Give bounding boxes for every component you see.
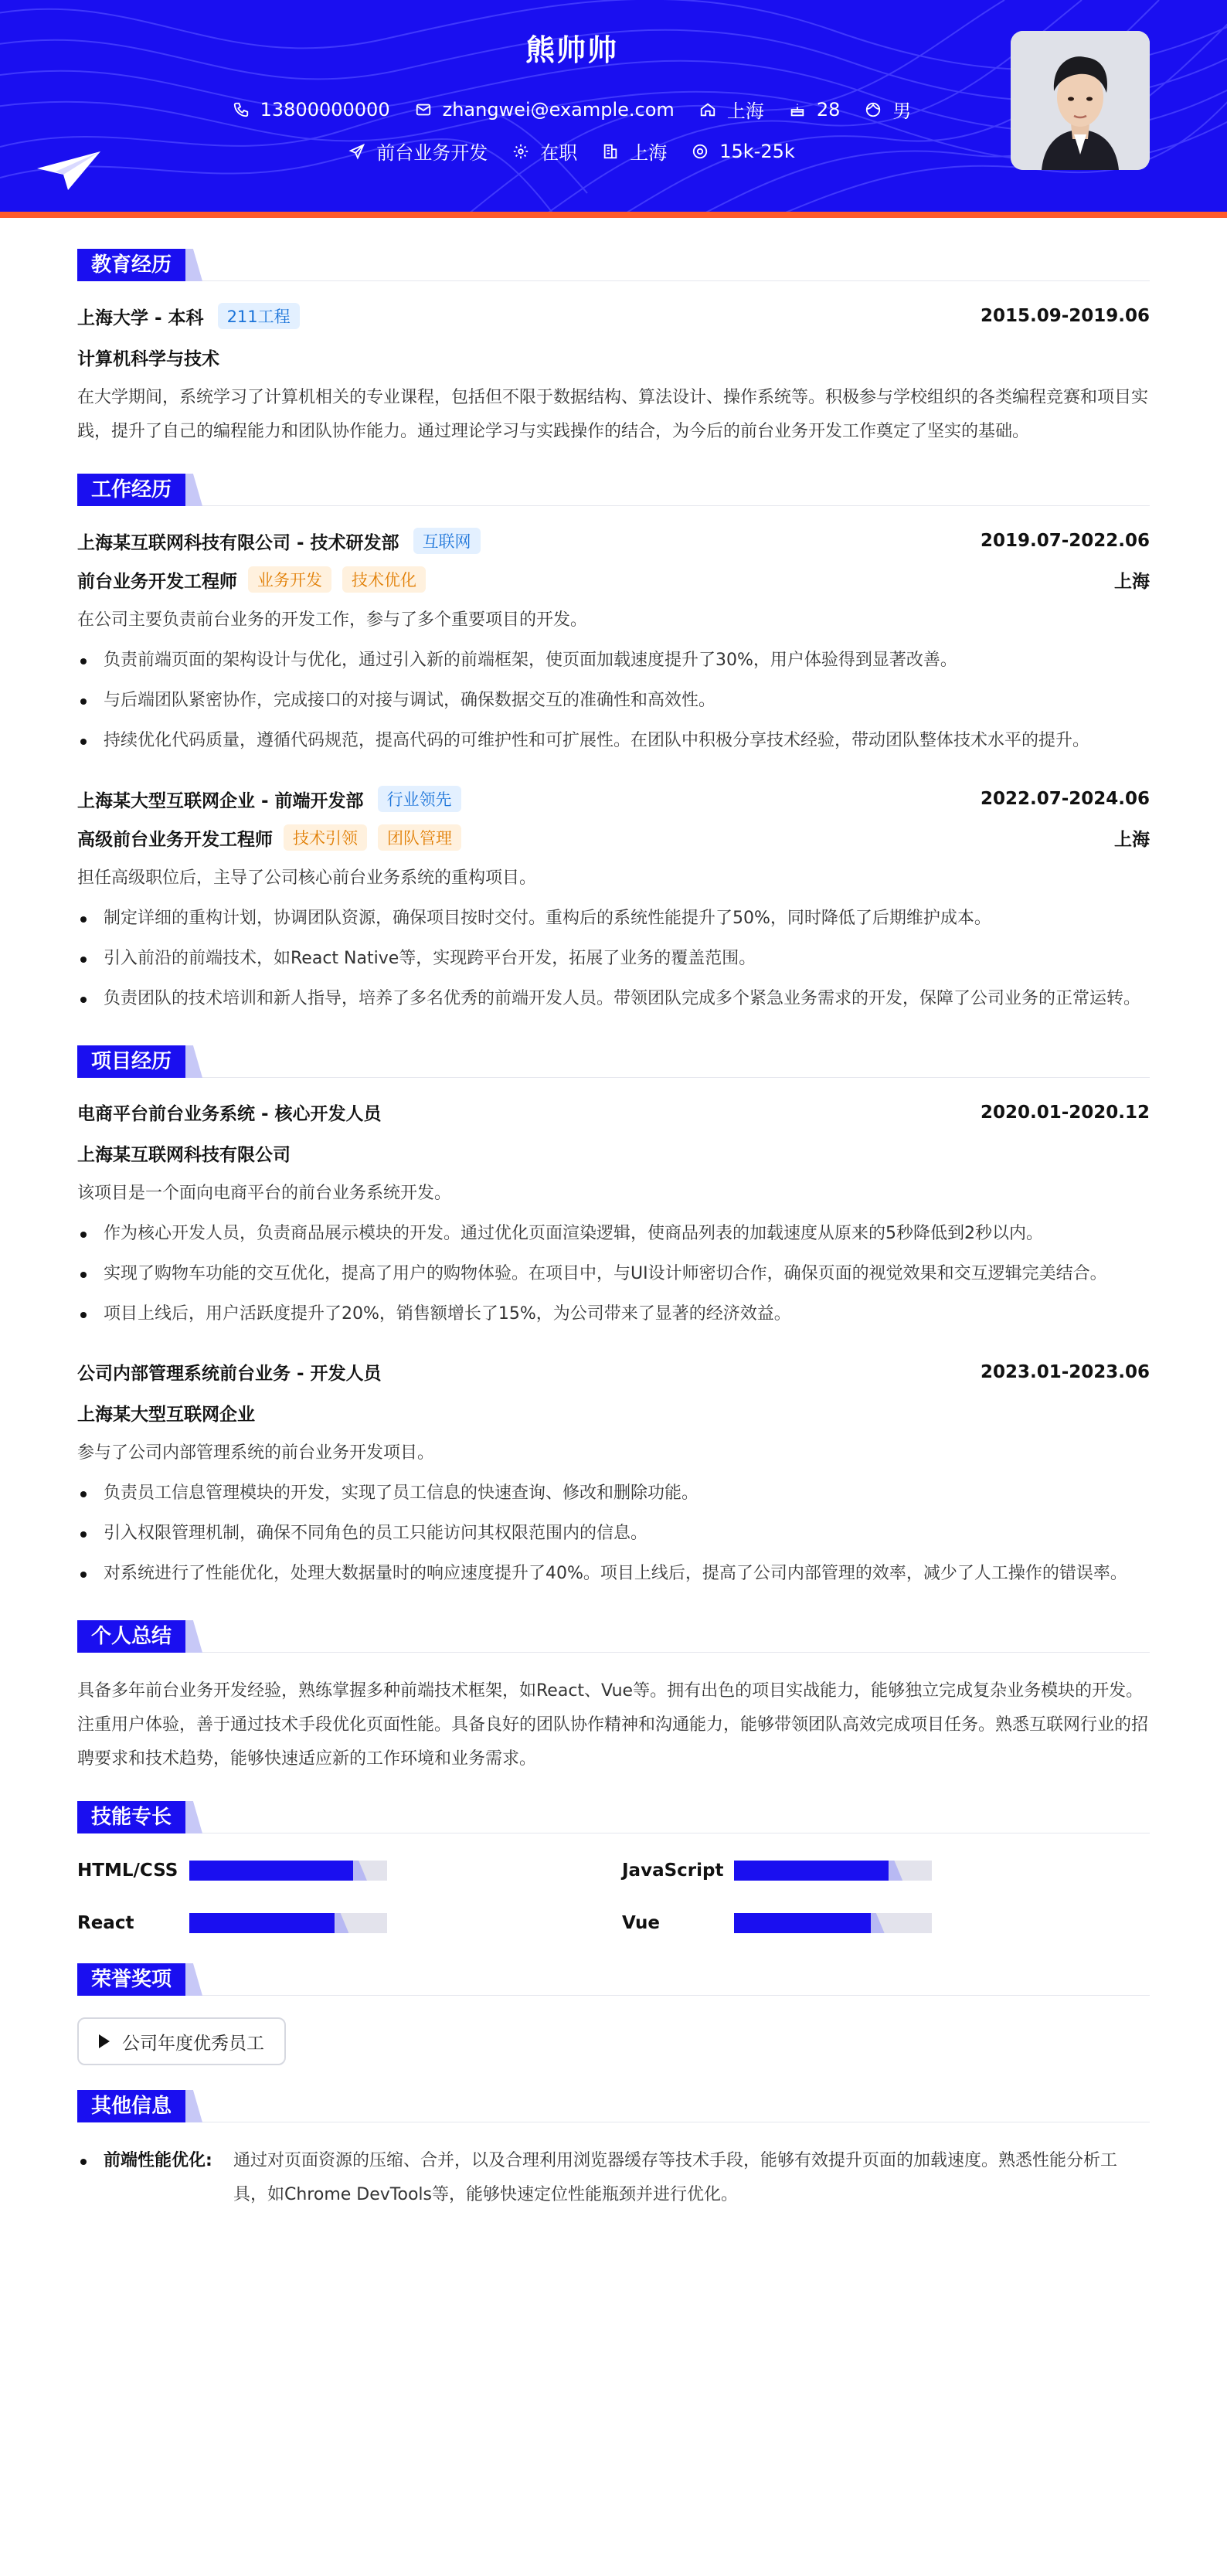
phone-icon — [233, 101, 250, 118]
position-tag: 技术引领 — [284, 824, 367, 851]
list-item: 对系统进行了性能优化，处理大数据量时的响应速度提升了40%。项目上线后，提高了公司内部管理的效率，减少了人工操作的错误率。 — [77, 1557, 1150, 1591]
work-city-text: 上海 — [630, 142, 668, 164]
header-accent-bar — [0, 212, 1227, 218]
building-icon — [602, 143, 619, 160]
skill-fill — [189, 1913, 335, 1933]
school-name: 上海大学 - 本科 — [77, 308, 204, 328]
position-name: 高级前台业务开发工程师 — [77, 829, 273, 850]
skill-name: Vue — [622, 1913, 660, 1933]
position-tag: 业务开发 — [248, 566, 331, 593]
project-name: 公司内部管理系统前台业务 - 开发人员 — [77, 1364, 382, 1384]
list-item: 负责员工信息管理模块的开发，实现了员工信息的快速查询、修改和删除功能。 — [77, 1477, 1150, 1511]
section-title: 项目经历 — [77, 1045, 185, 1078]
project-header-row — [77, 1099, 1150, 1125]
position-row — [77, 566, 1150, 593]
section-header — [77, 1044, 1150, 1078]
position-row — [77, 824, 1150, 851]
work-date: 2019.07-2022.06 — [980, 531, 1150, 551]
candidate-name: 熊帅帅 — [525, 33, 618, 67]
education-description: 在大学期间，系统学习了计算机相关的专业课程，包括但不限于数据结构、算法设计、操作系统等。积极参与学校组织的各类编程竞赛和项目实践，提升了自己的编程能力和团队协作能力。通过理论学习与实践操作的结合，为今后的前台业务开发工作奠定了坚实的基础。 — [77, 388, 1149, 441]
project-company: 上海某互联网科技有限公司 — [77, 1145, 291, 1165]
section-title: 技能专长 — [77, 1801, 185, 1833]
honors-section — [77, 1962, 1150, 2065]
resume-header — [0, 0, 1227, 218]
work-header-row — [77, 786, 1150, 812]
work-summary: 在公司主要负责前台业务的开发工作，参与了多个重要项目的开发。 — [77, 610, 588, 630]
age-text: 28 — [816, 98, 841, 121]
send-icon — [348, 143, 365, 160]
company-tag: 互联网 — [413, 528, 481, 554]
list-item: 制定详细的重构计划，协调团队资源，确保项目按时交付。重构后的系统性能提升了50%，同时降低了后期维护成本。 — [77, 902, 1150, 936]
skill-item — [622, 1855, 1150, 1886]
section-title: 工作经历 — [77, 474, 185, 506]
education-header-row — [77, 303, 1150, 329]
skill-name: JavaScript — [622, 1861, 724, 1881]
summary-section — [77, 1619, 1150, 1776]
company-name: 上海某大型互联网企业 - 前端开发部 — [77, 790, 364, 811]
section-title: 其他信息 — [77, 2090, 185, 2122]
status-text: 在职 — [540, 142, 578, 164]
list-item: 负责前端页面的架构设计与优化，通过引入新的前端框架，使页面加载速度提升了30%，用户体验得到显著改善。 — [77, 644, 1150, 678]
skill-bar — [189, 1861, 387, 1881]
project-bullets — [77, 1217, 1150, 1331]
work-item — [77, 786, 1150, 1016]
work-city: 上海 — [1114, 571, 1150, 592]
work-date: 2022.07-2024.06 — [980, 789, 1150, 809]
company-title — [77, 528, 481, 554]
coin-icon — [692, 143, 709, 160]
list-item: 持续优化代码质量，遵循代码规范，提高代码的可维护性和可扩展性。在团队中积极分享技术经验，带动团队整体技术水平的提升。 — [77, 724, 1150, 758]
section-header — [77, 472, 1150, 506]
paper-plane-icon — [37, 151, 100, 190]
list-item: 实现了购物车功能的交互优化，提高了用户的购物体验。在项目中，与UI设计师密切合作，确保页面的视觉效果和交互逻辑完美结合。 — [77, 1257, 1150, 1291]
section-title: 个人总结 — [77, 1620, 185, 1653]
skill-bar — [734, 1913, 932, 1933]
position-title — [77, 824, 461, 851]
position-tag: 团队管理 — [378, 824, 461, 851]
list-item — [77, 2144, 1150, 2212]
skill-fill — [734, 1913, 871, 1933]
school-tag: 211工程 — [218, 303, 300, 329]
work-item — [77, 528, 1150, 758]
work-city: 上海 — [1114, 829, 1150, 850]
project-header-row — [77, 1359, 1150, 1385]
skill-item — [77, 1855, 622, 1886]
mail-icon — [415, 101, 432, 118]
position-name: 前台业务开发工程师 — [77, 571, 237, 592]
salary-info — [692, 141, 795, 162]
position-tag: 技术优化 — [342, 566, 426, 593]
project-date: 2023.01-2023.06 — [980, 1361, 1150, 1382]
skill-name: React — [77, 1913, 134, 1933]
company-tag: 行业领先 — [378, 786, 461, 812]
honor-item[interactable] — [77, 2017, 286, 2065]
contact-row — [0, 96, 1144, 123]
play-icon — [99, 2034, 110, 2048]
location-text: 上海 — [726, 100, 764, 122]
school-title — [77, 303, 300, 329]
project-date: 2020.01-2020.12 — [980, 1102, 1150, 1123]
section-header — [77, 247, 1150, 281]
skill-fill — [734, 1861, 889, 1881]
work-header-row — [77, 528, 1150, 554]
skill-bar — [189, 1913, 387, 1933]
skill-fill — [189, 1861, 353, 1881]
salary-text: 15k-25k — [719, 140, 795, 162]
section-header — [77, 1799, 1150, 1833]
major: 计算机科学与技术 — [77, 349, 219, 369]
list-item: 引入权限管理机制，确保不同角色的员工只能访问其权限范围内的信息。 — [77, 1517, 1150, 1551]
position-title — [77, 566, 426, 593]
project-bullets — [77, 1477, 1150, 1591]
work-section — [77, 472, 1150, 1016]
section-title: 教育经历 — [77, 249, 185, 281]
work-bullets — [77, 644, 1150, 758]
phone-info — [233, 99, 390, 121]
project-summary: 该项目是一个面向电商平台的前台业务系统开发。 — [77, 1184, 452, 1203]
skill-item — [622, 1908, 1150, 1939]
work-summary: 担任高级职位后，主导了公司核心前台业务系统的重构项目。 — [77, 868, 537, 888]
skill-bar — [734, 1861, 932, 1881]
section-header — [77, 2088, 1150, 2122]
education-date: 2015.09-2019.06 — [980, 306, 1150, 326]
work-city-info — [602, 138, 667, 165]
profile-photo — [1011, 31, 1150, 170]
person-face-icon — [865, 101, 882, 118]
other-section — [77, 2088, 1150, 2212]
company-name: 上海某互联网科技有限公司 - 技术研发部 — [77, 532, 399, 553]
other-label: 前端性能优化: — [104, 2151, 212, 2170]
gender-info — [865, 96, 911, 123]
skill-name: HTML/CSS — [77, 1861, 178, 1881]
project-item — [77, 1359, 1150, 1591]
skills-section — [77, 1799, 1150, 1939]
section-header — [77, 1962, 1150, 1996]
skills-grid — [77, 1855, 1150, 1939]
section-header — [77, 1619, 1150, 1653]
list-item: 项目上线后，用户活跃度提升了20%，销售额增长了15%，为公司带来了显著的经济效益。 — [77, 1297, 1150, 1331]
project-item — [77, 1099, 1150, 1331]
skill-item — [77, 1908, 622, 1939]
job-title-info — [348, 138, 488, 165]
summary-text: 具备多年前台业务开发经验，熟练掌握多种前端技术框架，如React、Vue等。拥有出色的项目实战能力，能够独立完成复杂业务模块的开发。注重用户体验，善于通过技术手段优化页面性能。具备良好的团队协作精神和沟通能力，能够带领团队高效完成项目任务。熟悉互联网行业的招聘要求和技术趋势，能够快速适应新的工作环境和业务需求。 — [77, 1681, 1149, 1769]
list-item: 作为核心开发人员，负责商品展示模块的开发。通过优化页面渲染逻辑，使商品列表的加载速度从原来的5秒降低到2秒以内。 — [77, 1217, 1150, 1251]
gear-icon — [512, 143, 529, 160]
cake-icon — [789, 101, 806, 118]
job-intent-row — [0, 138, 1144, 165]
home-icon — [699, 101, 716, 118]
gender-text: 男 — [892, 100, 912, 122]
resume-content — [77, 247, 1150, 2235]
phone-text: 13800000000 — [260, 98, 390, 121]
project-company: 上海某大型互联网企业 — [77, 1405, 255, 1425]
project-summary: 参与了公司内部管理系统的前台业务开发项目。 — [77, 1443, 435, 1463]
status-info — [512, 138, 577, 165]
list-item: 引入前沿的前端技术，如React Native等，实现跨平台开发，拓展了业务的覆盖范围。 — [77, 942, 1150, 976]
email-text: zhangwei@example.com — [442, 98, 675, 121]
project-name: 电商平台前台业务系统 - 核心开发人员 — [77, 1104, 382, 1124]
honor-label: 公司年度优秀员工 — [122, 2033, 264, 2054]
email-info — [415, 99, 675, 121]
location-info — [699, 96, 764, 123]
avatar — [1011, 31, 1150, 170]
work-bullets — [77, 902, 1150, 1016]
job-title-text: 前台业务开发 — [376, 142, 488, 164]
list-item: 与后端团队紧密协作，完成接口的对接与调试，确保数据交互的准确性和高效性。 — [77, 684, 1150, 718]
other-text: 通过对页面资源的压缩、合并，以及合理利用浏览器缓存等技术手段，能够有效提升页面的加载速度。熟悉性能分析工具，如Chrome DevTools等，能够快速定位性能瓶颈并进行优化。 — [233, 2151, 1118, 2204]
projects-section — [77, 1044, 1150, 1591]
company-title — [77, 786, 461, 812]
education-section — [77, 247, 1150, 449]
age-info — [789, 99, 841, 121]
section-title: 荣誉奖项 — [77, 1963, 185, 1996]
list-item: 负责团队的技术培训和新人指导，培养了多名优秀的前端开发人员。带领团队完成多个紧急业务需求的开发，保障了公司业务的正常运转。 — [77, 982, 1150, 1016]
